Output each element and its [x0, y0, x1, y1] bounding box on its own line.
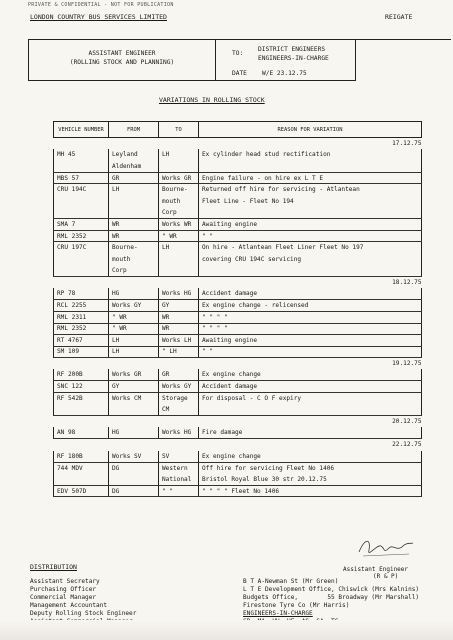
- vehicle-cell: RF 200B: [54, 369, 109, 381]
- from-cell: [109, 195, 159, 207]
- distribution-recipient: Purchasing Officer: [30, 586, 97, 594]
- to-cell: mouth: [159, 195, 199, 207]
- table-row: [54, 381, 422, 393]
- vehicle-cell: AN 98: [54, 427, 109, 439]
- distribution-recipient: Budgets Office, 55 Broadway (Mr Marshall): [243, 594, 420, 602]
- vehicle-cell: [54, 195, 109, 207]
- vehicle-cell: 744 MDV: [54, 462, 109, 474]
- date-separator-row: [54, 358, 422, 370]
- vehicle-cell: [54, 404, 109, 416]
- from-cell: " WR: [109, 323, 159, 335]
- to-cell: Storage: [159, 393, 199, 405]
- reason-cell: " ": [199, 230, 422, 242]
- to-cell: GY: [159, 300, 199, 312]
- from-cell: Leyland: [109, 149, 159, 161]
- table-row: [54, 311, 422, 323]
- vehicle-cell: [54, 161, 109, 173]
- reason-cell: Off hire for servicing Fleet No 1406: [199, 462, 422, 474]
- table-row: [54, 219, 422, 231]
- distribution-recipient: L T E Development Office, Chiswick (Mrs Kalnins): [243, 586, 420, 594]
- table-row: [54, 288, 422, 300]
- to-cell: Works WR: [159, 219, 199, 231]
- vehicle-cell: [54, 474, 109, 486]
- reason-cell: Returned off hire for servicing - Atlantean: [199, 184, 422, 196]
- table-row: [54, 485, 422, 497]
- from-box: [28, 39, 216, 81]
- date-separator-row: [54, 138, 422, 150]
- vehicle-cell: RML 2352: [54, 230, 109, 242]
- reason-cell: Awaiting engine: [199, 219, 422, 231]
- reason-cell: Ex engine change: [199, 451, 422, 463]
- to-cell: National: [159, 474, 199, 486]
- vehicle-cell: SNC 122: [54, 381, 109, 393]
- table-row: [54, 149, 422, 161]
- to-cell: SV: [159, 451, 199, 463]
- table-row: [54, 474, 422, 486]
- variations-table: [53, 121, 422, 497]
- reason-cell: [199, 161, 422, 173]
- header-from: FROM: [109, 122, 159, 138]
- signature-scribble: [355, 534, 415, 560]
- vehicle-cell: MH 45: [54, 149, 109, 161]
- table-header-row: [54, 122, 422, 138]
- from-cell: LH: [109, 335, 159, 347]
- header-vehicle-number: VEHICLE NUMBER: [54, 122, 109, 138]
- confidential-stamp: PRIVATE & CONFIDENTIAL - NOT FOR PUBLICATION: [28, 2, 174, 8]
- table-row: [54, 230, 422, 242]
- to-cell: WR: [159, 311, 199, 323]
- to-cell: Works HG: [159, 288, 199, 300]
- to-cell: " WR: [159, 230, 199, 242]
- to-cell: Western: [159, 462, 199, 474]
- from-cell: HG: [109, 427, 159, 439]
- vehicle-cell: MBS 57: [54, 172, 109, 184]
- table-row: [54, 195, 422, 207]
- signatory-initials: (R & P): [373, 573, 399, 580]
- reason-cell: Fire damage: [199, 427, 422, 439]
- to-cell: " LH: [159, 346, 199, 358]
- reason-cell: Ex engine change - relicensed: [199, 300, 422, 312]
- to-cell: [159, 265, 199, 277]
- reason-cell: Fleet Line - Fleet No 194: [199, 195, 422, 207]
- from-cell: Bourne-: [109, 242, 159, 254]
- table-row: [54, 393, 422, 405]
- vehicle-cell: EDV 507D: [54, 485, 109, 497]
- reason-cell: Bristol Royal Blue 30 str 20.12.75: [199, 474, 422, 486]
- date-separator: 17.12.75: [392, 140, 422, 148]
- distribution-recipient: Commercial Manager: [30, 594, 97, 602]
- reason-cell: " " " " Fleet No 1406: [199, 485, 422, 497]
- from-cell: Works GY: [109, 300, 159, 312]
- to-cell: [159, 253, 199, 265]
- vehicle-cell: RML 2352: [54, 323, 109, 335]
- header-reason: REASON FOR VARIATION: [199, 122, 422, 138]
- table-row: [54, 253, 422, 265]
- distribution-recipient: Management Accountant: [30, 602, 108, 610]
- date-value: W/E 23.12.75: [262, 70, 307, 77]
- table-row: [54, 335, 422, 347]
- company-name: LONDON COUNTRY BUS SERVICES LIMITED: [30, 13, 167, 21]
- to-cell: [159, 161, 199, 173]
- date-separator: 22.12.75: [392, 441, 422, 449]
- from-cell: " WR: [109, 311, 159, 323]
- date-separator-row: [54, 416, 422, 428]
- table-body: [54, 138, 422, 497]
- from-cell: GR: [109, 172, 159, 184]
- reason-cell: covering CRU 194C servicing: [199, 253, 422, 265]
- table-row: [54, 184, 422, 196]
- to-box: [216, 39, 356, 81]
- to-cell: LH: [159, 242, 199, 254]
- to-cell: WR: [159, 323, 199, 335]
- to-cell: Works GY: [159, 381, 199, 393]
- to-line-2: ENGINEERS-IN-CHARGE: [258, 55, 329, 62]
- distribution-recipient: Deputy Rolling Stock Engineer: [30, 610, 137, 618]
- date-separator: 18.12.75: [392, 279, 422, 287]
- reason-cell: [199, 207, 422, 219]
- table-row: [54, 265, 422, 277]
- reason-cell: Awaiting engine: [199, 335, 422, 347]
- from-cell: Corp: [109, 265, 159, 277]
- table-row: [54, 323, 422, 335]
- from-cell: LH: [109, 184, 159, 196]
- to-cell: " ": [159, 485, 199, 497]
- distribution-recipient: B T A-Newman St (Mr Green): [243, 578, 339, 585]
- to-cell: Corp: [159, 207, 199, 219]
- from-cell: [109, 207, 159, 219]
- vehicle-cell: RF 180B: [54, 451, 109, 463]
- to-label: TO:: [232, 50, 244, 57]
- from-cell: WR: [109, 230, 159, 242]
- vehicle-cell: SM 109: [54, 346, 109, 358]
- signatory-role: Assistant Engineer: [343, 566, 409, 573]
- vehicle-cell: [54, 253, 109, 265]
- distribution-recipient: Firestone Tyre Co (Mr Harris): [243, 602, 350, 610]
- reason-cell: " " " ": [199, 311, 422, 323]
- reason-cell: Engine failure - on hire ex L T E: [199, 172, 422, 184]
- to-cell: GR: [159, 369, 199, 381]
- header-rule: [356, 39, 451, 40]
- table-row: [54, 207, 422, 219]
- vehicle-cell: RCL 2255: [54, 300, 109, 312]
- reason-cell: For disposal - C O F expiry: [199, 393, 422, 405]
- date-separator: 19.12.75: [392, 360, 422, 368]
- from-cell: Works GR: [109, 369, 159, 381]
- vehicle-cell: CRU 197C: [54, 242, 109, 254]
- vehicle-cell: CRU 194C: [54, 184, 109, 196]
- reason-cell: [199, 404, 422, 416]
- from-line-1: ASSISTANT ENGINEER: [88, 50, 156, 57]
- engineers-in-charge-heading: ENGINEERS-IN-CHARGE: [243, 610, 313, 618]
- page-title: VARIATIONS IN ROLLING STOCK: [159, 96, 265, 104]
- vehicle-cell: RP 78: [54, 288, 109, 300]
- table-row: [54, 346, 422, 358]
- from-line-2: (ROLLING STOCK AND PLANNING): [69, 59, 175, 66]
- header-to: TO: [159, 122, 199, 138]
- vehicle-cell: [54, 265, 109, 277]
- date-separator-row: [54, 439, 422, 451]
- to-cell: LH: [159, 149, 199, 161]
- distribution-heading: DISTRIBUTION: [30, 563, 77, 571]
- reason-cell: Accident damage: [199, 381, 422, 393]
- page-edge: [0, 620, 453, 640]
- from-cell: Works CM: [109, 393, 159, 405]
- table-row: [54, 369, 422, 381]
- location: REIGATE: [385, 13, 413, 21]
- from-cell: [109, 404, 159, 416]
- distribution-recipient: Assistant Secretary: [30, 578, 100, 585]
- vehicle-cell: RF 542B: [54, 393, 109, 405]
- reason-cell: [199, 265, 422, 277]
- vehicle-cell: [54, 207, 109, 219]
- to-cell: Works HG: [159, 427, 199, 439]
- reason-cell: " ": [199, 346, 422, 358]
- to-cell: CM: [159, 404, 199, 416]
- table-row: [54, 404, 422, 416]
- to-cell: Bourne-: [159, 184, 199, 196]
- table-row: [54, 451, 422, 463]
- from-cell: HG: [109, 288, 159, 300]
- from-cell: LH: [109, 346, 159, 358]
- to-line-1: DISTRICT ENGINEERS: [258, 46, 326, 53]
- table-row: [54, 161, 422, 173]
- from-cell: DG: [109, 485, 159, 497]
- vehicle-cell: RML 2311: [54, 311, 109, 323]
- to-recipients: [258, 45, 329, 63]
- table-row: [54, 300, 422, 312]
- reason-cell: Accident damage: [199, 288, 422, 300]
- from-cell: DG: [109, 462, 159, 474]
- date-separator: 20.12.75: [392, 418, 422, 426]
- table-row: [54, 462, 422, 474]
- table-row: [54, 172, 422, 184]
- reason-cell: Ex cylinder head stud rectification: [199, 149, 422, 161]
- reason-cell: Ex engine change: [199, 369, 422, 381]
- from-cell: mouth: [109, 253, 159, 265]
- reason-cell: On hire - Atlantean Fleet Liner Fleet No 197: [199, 242, 422, 254]
- date-label: DATE: [232, 70, 247, 77]
- from-cell: WR: [109, 219, 159, 231]
- reason-cell: " " " ": [199, 323, 422, 335]
- from-cell: Aldenham: [109, 161, 159, 173]
- vehicle-cell: RT 4767: [54, 335, 109, 347]
- table-row: [54, 427, 422, 439]
- from-cell: GY: [109, 381, 159, 393]
- table-row: [54, 242, 422, 254]
- to-cell: Works GR: [159, 172, 199, 184]
- to-cell: Works LH: [159, 335, 199, 347]
- from-cell: Works SV: [109, 451, 159, 463]
- vehicle-cell: SMA 7: [54, 219, 109, 231]
- date-separator-row: [54, 277, 422, 289]
- from-cell: [109, 474, 159, 486]
